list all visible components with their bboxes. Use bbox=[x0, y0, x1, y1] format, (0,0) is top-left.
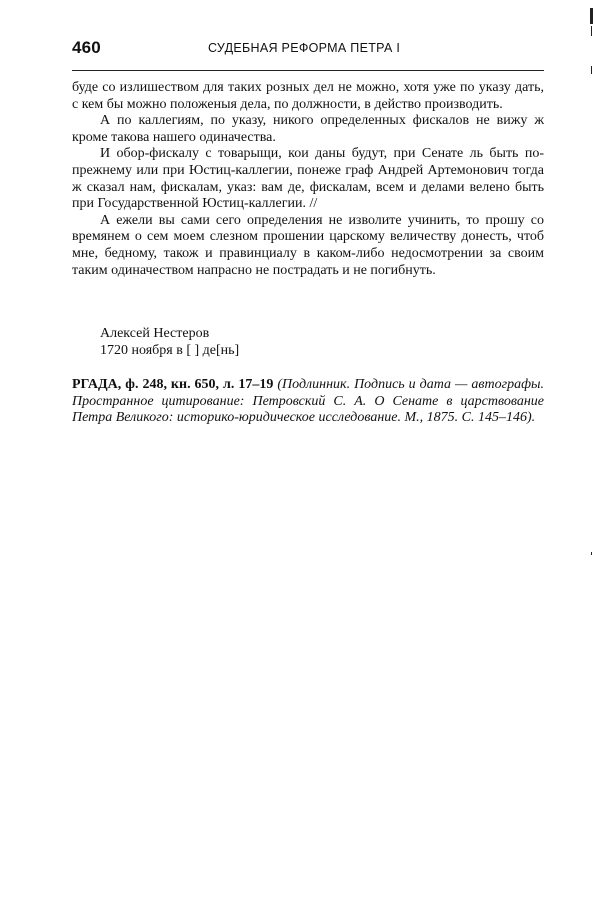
signature-name: Алексей Нестеров bbox=[100, 326, 210, 341]
signature-block bbox=[100, 326, 239, 359]
running-title: СУДЕБНАЯ РЕФОРМА ПЕТРА I bbox=[208, 41, 401, 55]
page-header bbox=[72, 38, 544, 62]
page-number: 460 bbox=[72, 38, 101, 57]
scan-edge-mark bbox=[590, 8, 593, 24]
body-text bbox=[72, 80, 544, 279]
header-rule bbox=[72, 70, 544, 71]
paragraph: А ежели вы сами сего определения не изволите учинить, то прошу со времянем о сем моем слезном прошении царскому величеству донесть, чтоб мне, бедному, також и правинциалу в каком-либо недосмотрении за своим таким одиначеством напрасно не пострадать и не погибнуть. bbox=[72, 212, 544, 278]
paragraph: А по каллегиям, по указу, никого определенных фискалов не вижу ж кроме такова нашего одиначества. bbox=[72, 113, 544, 145]
paragraph: И обор-фискалу с товарыщи, кои даны будут, при Сенате ль быть по-прежнему или при Юстиц-каллегии, понеже граф Андрей Артемонович тогда ж сказал нам, фискалам, указ: вам де, фискалам, всем и делами велено быть при Государственной Юстиц-каллегии. // bbox=[72, 146, 544, 212]
scan-edge-mark bbox=[591, 552, 592, 555]
source-citation bbox=[72, 377, 544, 427]
scan-edge-mark bbox=[591, 26, 592, 36]
signature-date: 1720 ноября в [ ] де[нь] bbox=[100, 342, 240, 358]
source-note: (Подлинник. Подпись и дата — автографы. Пространное цитирование: Петровский С. А. О Сенате в царствование Петра Великого: историко-юридическое исследование. М., 1875. С. 145–146). bbox=[72, 377, 544, 426]
scan-edge-mark bbox=[591, 66, 592, 74]
archive-reference: РГАДА, ф. 248, кн. 650, л. 17–19 bbox=[72, 377, 274, 392]
paragraph-continuation: буде со излишеством для таких розных дел не можно, хотя уже по указу дать, с кем бы можно положеныя дела, по должности, в действо производить. bbox=[72, 80, 544, 112]
